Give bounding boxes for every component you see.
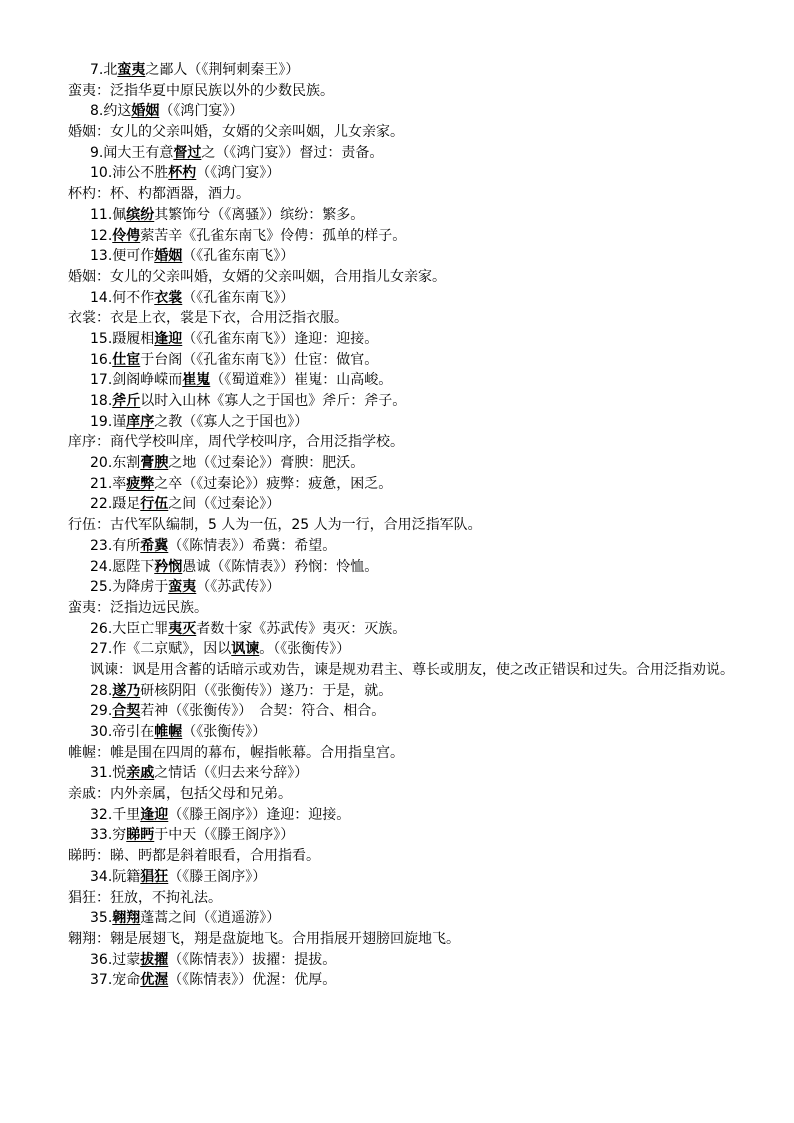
text-segment: 讽谏：讽是用含蓄的话暗示或劝告，谏是规劝君主、尊长或朋友，使之改正错误和过失。合用泛指劝说。	[90, 661, 734, 678]
entry-line	[68, 370, 738, 391]
keyword: 婚姻	[131, 103, 160, 120]
text-segment: 10.沛公不胜	[90, 165, 169, 182]
explanation-line	[68, 846, 738, 867]
text-segment: 31.悦	[90, 765, 127, 782]
entry-line	[68, 577, 738, 598]
text-segment: 亲戚：内外亲属，包括父母和兄弟。	[68, 786, 292, 803]
entry-line	[68, 557, 738, 578]
text-segment: 7.北	[90, 62, 118, 78]
entry-line	[68, 722, 738, 743]
keyword: 矜悯	[154, 558, 183, 575]
keyword: 杯杓	[168, 165, 197, 182]
keyword: 遂乃	[112, 682, 141, 699]
text-segment: 以时入山林《寡人之于国也》斧斤：斧子。	[140, 393, 407, 409]
text-segment: 14.何不作	[90, 289, 155, 306]
text-segment: 婚姻：女儿的父亲叫婚，女婿的父亲叫姻，合用指儿女亲家。	[68, 268, 446, 285]
entry-line	[68, 660, 738, 681]
text-segment: 33.穷	[90, 827, 127, 844]
entry-line	[68, 474, 738, 495]
text-segment: 23.有所	[90, 537, 141, 554]
text-segment: 。（《张衡传》）	[259, 641, 351, 658]
explanation-line	[68, 267, 738, 288]
entry-line	[68, 226, 738, 247]
text-segment: （《陈情表》）拔擢：提拔。	[168, 951, 337, 968]
keyword: 庠序	[126, 413, 155, 430]
explanation-line	[68, 598, 738, 619]
text-segment: （《陈情表》）优渥：优厚。	[168, 972, 337, 989]
entry-line	[68, 288, 738, 309]
text-segment: 于台阁（《孔雀东南飞》）仕宦：做官。	[140, 351, 379, 368]
keyword: 伶俜	[112, 227, 141, 244]
entry-line	[68, 205, 738, 226]
entry-line	[68, 412, 738, 433]
text-segment: 9.闻大王有意	[90, 144, 174, 161]
keyword: 合契	[112, 703, 141, 720]
entry-line	[68, 101, 738, 122]
text-segment: 蛮夷：泛指华夏中原民族以外的少数民族。	[68, 82, 334, 99]
text-segment: （《孔雀东南飞》）	[182, 289, 295, 306]
entry-line	[68, 453, 738, 474]
text-segment: （《张衡传》）	[182, 724, 267, 741]
keyword: 优渥	[140, 972, 169, 989]
keyword: 猖狂	[140, 868, 169, 885]
keyword: 睇眄	[126, 827, 155, 844]
entry-line	[68, 970, 738, 991]
entry-line	[68, 763, 738, 784]
keyword: 膏腴	[140, 455, 169, 472]
text-segment: 之鄙人（《荆轲刺秦王》）	[145, 62, 300, 78]
text-segment: 萦苦辛《孔雀东南飞》伶俜：孤单的样子。	[140, 227, 407, 244]
entry-line	[68, 143, 738, 164]
text-segment: 25.为降虏于	[90, 579, 169, 596]
entry-line	[68, 950, 738, 971]
text-segment: 之教（《寡人之于国也》）	[154, 413, 309, 430]
text-segment: 20.东割	[90, 455, 141, 472]
text-segment: 19.谨	[90, 413, 127, 430]
text-segment: 28.	[90, 682, 113, 699]
text-segment: 之情话（《归去来兮辞》）	[154, 765, 309, 782]
text-segment: 21.率	[90, 475, 127, 492]
explanation-line	[68, 432, 738, 453]
text-segment: 37.宠命	[90, 972, 141, 989]
entry-line	[68, 536, 738, 557]
text-segment: 30.帝引在	[90, 724, 155, 741]
keyword: 蛮夷	[168, 579, 197, 596]
text-segment: （《滕王阁序》）	[168, 868, 267, 885]
text-segment: （《苏武传》）	[196, 579, 281, 596]
text-segment: 翱翔：翱是展翅飞，翔是盘旋地飞。合用指展开翅膀回旋地飞。	[68, 930, 460, 947]
text-segment: 之（《鸿门宴》）督过：责备。	[201, 144, 384, 161]
entry-line	[68, 908, 738, 929]
text-segment: 蛮夷：泛指边远民族。	[68, 599, 208, 616]
entry-line	[68, 639, 738, 660]
text-segment: 32.千里	[90, 806, 141, 823]
text-segment: 衣裳：衣是上衣，裳是下衣，合用泛指衣服。	[68, 310, 348, 327]
document-body	[68, 60, 738, 991]
explanation-line	[68, 184, 738, 205]
text-segment: 12.	[90, 227, 113, 244]
entry-line	[68, 681, 738, 702]
explanation-line	[68, 888, 738, 909]
text-segment: 36.过蒙	[90, 951, 141, 968]
entry-line	[68, 825, 738, 846]
text-segment: （《鸿门宴》）	[159, 103, 244, 120]
text-segment: 于中天（《滕王阁序》）	[154, 827, 295, 844]
text-segment: 34.阮籍	[90, 868, 141, 885]
text-segment: 庠序：商代学校叫庠，周代学校叫序，合用泛指学校。	[68, 434, 404, 451]
keyword: 缤纷	[126, 206, 155, 223]
text-segment: 8.约这	[90, 103, 132, 120]
text-segment: 帷幄：帷是围在四周的幕布，幄指帐幕。合用指皇宫。	[68, 744, 404, 761]
text-segment: （《孔雀东南飞》）逢迎：迎接。	[182, 330, 379, 347]
text-segment: 22.蹑足	[90, 496, 141, 513]
keyword: 拔擢	[140, 951, 169, 968]
explanation-line	[68, 515, 738, 536]
text-segment: 杯杓：杯、杓都酒器，酒力。	[68, 186, 250, 203]
keyword: 衣裳	[154, 289, 183, 306]
keyword: 希冀	[140, 537, 169, 554]
explanation-line	[68, 743, 738, 764]
text-segment: 愚诚（《陈情表》）矜悯：怜恤。	[182, 558, 379, 575]
entry-line	[68, 494, 738, 515]
text-segment: 17.剑阁峥嵘而	[90, 372, 183, 389]
explanation-line	[68, 929, 738, 950]
text-segment: 24.愿陛下	[90, 558, 155, 575]
keyword: 仕宦	[112, 351, 141, 368]
text-segment: 蓬蒿之间（《逍遥游》）	[140, 910, 281, 927]
explanation-line	[68, 122, 738, 143]
text-segment: 35.	[90, 910, 113, 927]
keyword: 行伍	[140, 496, 169, 513]
explanation-line	[68, 308, 738, 329]
text-segment: 猖狂：狂放，不拘礼法。	[68, 889, 222, 906]
text-segment: 之卒（《过秦论》）疲弊：疲惫，困乏。	[154, 475, 393, 492]
entry-line	[68, 60, 738, 81]
entry-line	[68, 391, 738, 412]
text-segment: 其繁饰兮（《离骚》）缤纷：繁多。	[154, 206, 365, 223]
keyword: 夷灭	[168, 620, 197, 637]
keyword: 逢迎	[154, 330, 183, 347]
text-segment: 26.大臣亡罪	[90, 620, 169, 637]
keyword: 斧斤	[112, 393, 141, 409]
entry-line	[68, 867, 738, 888]
text-segment: （《滕王阁序》）逢迎：迎接。	[168, 806, 351, 823]
text-segment: 研核阴阳（《张衡传》）遂乃：于是，就。	[140, 682, 393, 699]
text-segment: 18.	[90, 393, 113, 409]
keyword: 崔嵬	[182, 372, 211, 389]
text-segment: 之间（《过秦论》）	[168, 496, 281, 513]
entry-line	[68, 329, 738, 350]
keyword: 疲弊	[126, 475, 155, 492]
text-segment: 16.	[90, 351, 113, 368]
text-segment: 者数十家《苏武传》夷灭：灭族。	[196, 620, 407, 637]
text-segment: 若神（《张衡传》） 合契：符合、相合。	[140, 703, 386, 720]
keyword: 逢迎	[140, 806, 169, 823]
text-segment: （《孔雀东南飞》）	[182, 248, 295, 265]
keyword: 帷幄	[154, 724, 183, 741]
text-segment: （《蜀道难》）崔嵬：山高峻。	[210, 372, 393, 389]
text-segment: 27.作《二京赋》，因以	[90, 641, 232, 658]
text-segment: 13.便可作	[90, 248, 155, 265]
entry-line	[68, 805, 738, 826]
keyword: 讽谏	[231, 641, 260, 658]
text-segment: （《陈情表》）希冀：希望。	[168, 537, 337, 554]
explanation-line	[68, 81, 738, 102]
keyword: 翱翔	[112, 910, 141, 927]
text-segment: 行伍：古代军队编制，5 人为一伍，25 人为一行，合用泛指军队。	[68, 517, 482, 534]
keyword: 婚姻	[154, 248, 183, 265]
entry-line	[68, 350, 738, 371]
text-segment: 11.佩	[90, 206, 127, 223]
entry-line	[68, 619, 738, 640]
keyword: 亲戚	[126, 765, 155, 782]
explanation-line	[68, 784, 738, 805]
keyword: 督过	[173, 144, 202, 161]
entry-line	[68, 246, 738, 267]
text-segment: 之地（《过秦论》）膏腴：肥沃。	[168, 455, 365, 472]
text-segment: 睇眄：睇、眄都是斜着眼看，合用指看。	[68, 848, 320, 865]
keyword: 蛮夷	[117, 62, 146, 78]
text-segment: （《鸿门宴》）	[196, 165, 281, 182]
text-segment: 15.蹑履相	[90, 330, 155, 347]
entry-line	[68, 701, 738, 722]
text-segment: 婚姻：女儿的父亲叫婚，女婿的父亲叫姻，儿女亲家。	[68, 124, 404, 141]
text-segment: 29.	[90, 703, 113, 720]
entry-line	[68, 163, 738, 184]
